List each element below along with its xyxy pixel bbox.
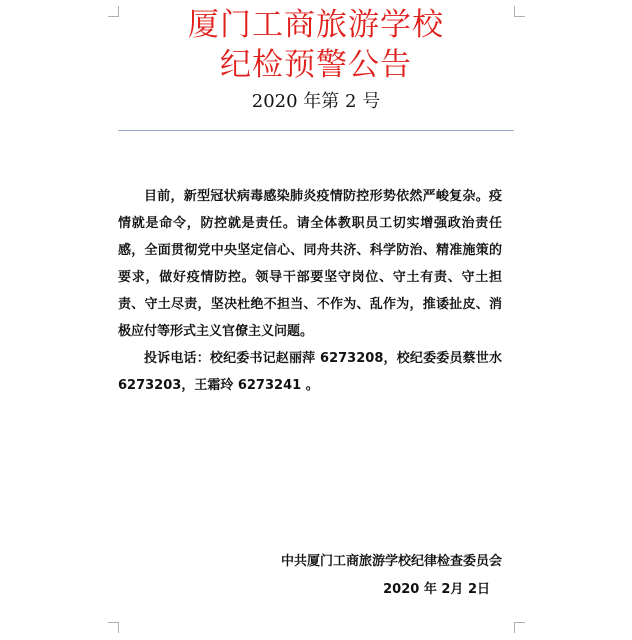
body-paragraph-notice: 目前，新型冠状病毒感染肺炎疫情防控形势依然严峻复杂。疫情就是命令，防控就是责任。请全体教职员工切实增强政治责任感，全面贯彻党中央坚定信心、同舟共济、科学防治、精准施策的要求，做好疫情防控。领导干部要坚守岗位、守土有责、守土担责、守土尽责，坚决杜绝不担当、不作为、乱作为，推诿扯皮、消极应付等形式主义官僚主义问题。 [118,189,502,339]
document-title-line2: 纪检预警公告 [220,47,412,83]
document-number: 2020 年第 2 号 [251,91,381,112]
body-paragraph-complaint-contacts: 投诉电话：校纪委书记赵丽萍 6273208，校纪委委员蔡世水 6273203，王霜玲 6273241 。 [118,351,502,393]
margin-corner-bottom-left [108,622,119,633]
issuer-signature: 中共厦门工商旅游学校纪律检查委员会 [280,554,502,569]
margin-corner-bottom-right [514,622,525,633]
header-divider [118,130,514,131]
document-body [118,183,502,399]
issue-date: 2020 年 2月 2日 [383,582,490,597]
document-title-line1: 厦门工商旅游学校 [188,7,444,43]
